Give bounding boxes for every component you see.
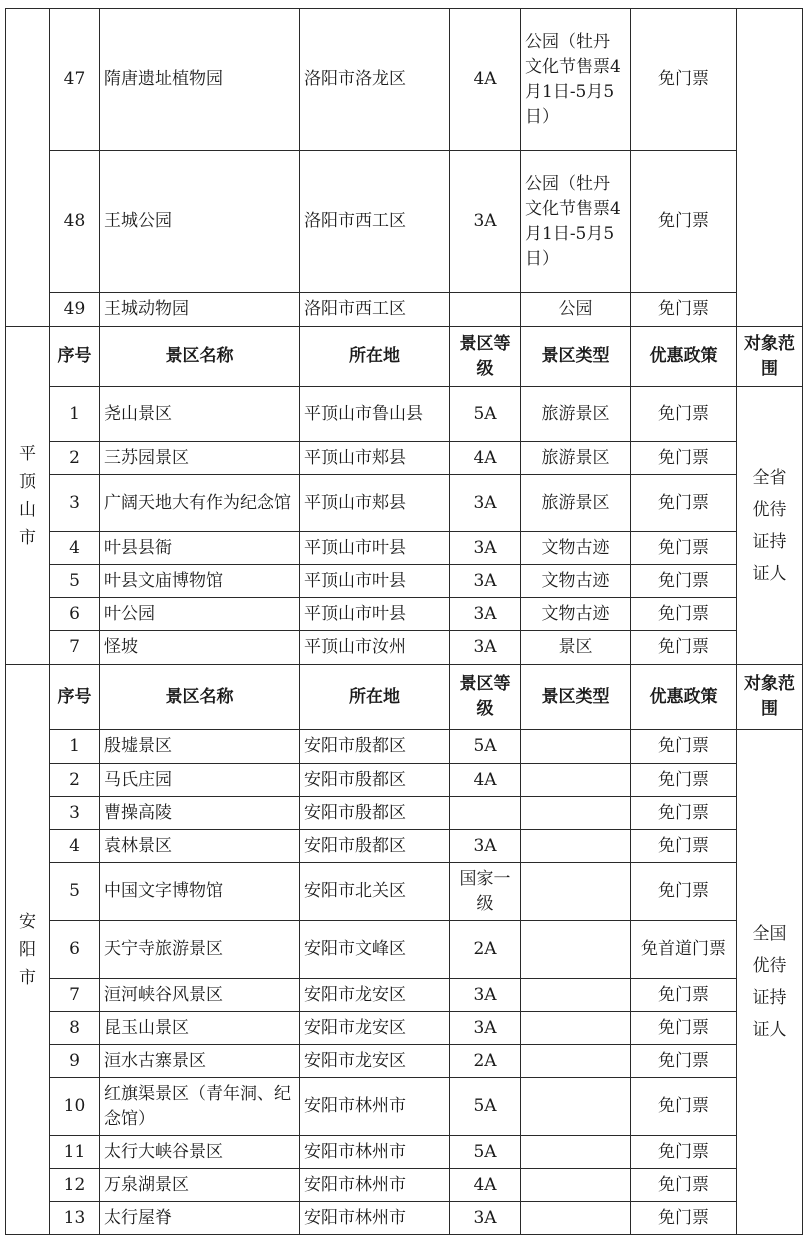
level: 3A [450, 1012, 521, 1045]
header-policy: 优惠政策 [631, 327, 737, 387]
location: 安阳市林州市 [300, 1136, 450, 1169]
city-cell-pingdingshan [6, 327, 50, 665]
policy: 免门票 [631, 151, 737, 293]
scenic-type: 文物古迹 [521, 598, 631, 631]
header-scope: 对象范围 [737, 665, 803, 730]
table-row [6, 442, 803, 475]
policy: 免门票 [631, 293, 737, 327]
row-number: 7 [50, 631, 100, 665]
row-number: 11 [50, 1136, 100, 1169]
scenic-name: 广阔天地大有作为纪念馆 [100, 475, 300, 532]
header-location: 所在地 [300, 665, 450, 730]
city-cell-anyang [6, 665, 50, 1235]
scenic-name: 怪坡 [100, 631, 300, 665]
scenic-type [521, 921, 631, 979]
row-number: 1 [50, 387, 100, 442]
scenic-type: 文物古迹 [521, 532, 631, 565]
policy: 免门票 [631, 863, 737, 921]
table-row [6, 532, 803, 565]
location: 洛阳市西工区 [300, 293, 450, 327]
scenic-name: 三苏园景区 [100, 442, 300, 475]
table-row [6, 1012, 803, 1045]
location: 洛阳市洛龙区 [300, 9, 450, 151]
table-row [6, 1136, 803, 1169]
row-number: 12 [50, 1169, 100, 1202]
row-number: 3 [50, 475, 100, 532]
location: 平顶山市汝州 [300, 631, 450, 665]
level: 5A [450, 1078, 521, 1136]
location: 安阳市龙安区 [300, 1045, 450, 1078]
policy: 免门票 [631, 1169, 737, 1202]
row-number: 5 [50, 863, 100, 921]
scenic-type [521, 730, 631, 764]
policy: 免门票 [631, 475, 737, 532]
scenic-name: 叶公园 [100, 598, 300, 631]
level: 4A [450, 9, 521, 151]
table-row [6, 475, 803, 532]
table-row [6, 1202, 803, 1235]
location: 平顶山市叶县 [300, 532, 450, 565]
row-number: 49 [50, 293, 100, 327]
scenic-name: 殷墟景区 [100, 730, 300, 764]
policy: 免首道门票 [631, 921, 737, 979]
level: 3A [450, 979, 521, 1012]
scenic-name: 天宁寺旅游景区 [100, 921, 300, 979]
scenic-type: 旅游景区 [521, 442, 631, 475]
level: 2A [450, 921, 521, 979]
location: 安阳市林州市 [300, 1078, 450, 1136]
row-number: 10 [50, 1078, 100, 1136]
scenic-name: 太行屋脊 [100, 1202, 300, 1235]
table-row [6, 830, 803, 863]
policy: 免门票 [631, 532, 737, 565]
table-row [6, 764, 803, 797]
header-scope: 对象范围 [737, 327, 803, 387]
scenic-name: 洹水古寨景区 [100, 1045, 300, 1078]
scenic-type [521, 1078, 631, 1136]
location: 安阳市林州市 [300, 1202, 450, 1235]
table-row [6, 151, 803, 293]
scenic-type: 公园 [521, 293, 631, 327]
table-row [6, 797, 803, 830]
location: 安阳市殷都区 [300, 830, 450, 863]
location: 安阳市龙安区 [300, 979, 450, 1012]
location: 安阳市殷都区 [300, 730, 450, 764]
level: 3A [450, 475, 521, 532]
level: 3A [450, 1202, 521, 1235]
level: 3A [450, 565, 521, 598]
scenic-type [521, 830, 631, 863]
level: 3A [450, 598, 521, 631]
scenic-name: 红旗渠景区（青年洞、纪念馆） [100, 1078, 300, 1136]
scenic-name: 昆玉山景区 [100, 1012, 300, 1045]
location: 安阳市北关区 [300, 863, 450, 921]
location: 平顶山市郏县 [300, 475, 450, 532]
level: 5A [450, 1136, 521, 1169]
scenic-type [521, 1136, 631, 1169]
scenic-type [521, 764, 631, 797]
header-no: 序号 [50, 665, 100, 730]
level: 4A [450, 1169, 521, 1202]
scenic-name: 尧山景区 [100, 387, 300, 442]
table-row [6, 631, 803, 665]
header-level: 景区等级 [450, 327, 521, 387]
scenic-type: 旅游景区 [521, 387, 631, 442]
table-row [6, 598, 803, 631]
row-number: 9 [50, 1045, 100, 1078]
location: 安阳市殷都区 [300, 764, 450, 797]
scenic-name: 曹操高陵 [100, 797, 300, 830]
level: 国家一级 [450, 863, 521, 921]
scope-cell-anyang [737, 730, 803, 1235]
scenic-type [521, 1012, 631, 1045]
table-row [6, 293, 803, 327]
row-number: 2 [50, 764, 100, 797]
policy: 免门票 [631, 764, 737, 797]
scope-text: 全省优待证持证人 [752, 467, 787, 584]
location: 洛阳市西工区 [300, 151, 450, 293]
scenic-name: 叶县县衙 [100, 532, 300, 565]
section-header-row [6, 665, 803, 730]
table-row [6, 9, 803, 151]
row-number: 1 [50, 730, 100, 764]
header-name: 景区名称 [100, 327, 300, 387]
scenic-name: 马氏庄园 [100, 764, 300, 797]
table-row [6, 1078, 803, 1136]
level: 3A [450, 151, 521, 293]
table-row [6, 387, 803, 442]
location: 平顶山市郏县 [300, 442, 450, 475]
scenic-type [521, 979, 631, 1012]
row-number: 47 [50, 9, 100, 151]
level: 3A [450, 631, 521, 665]
city-cell-blank [6, 9, 50, 327]
level: 4A [450, 442, 521, 475]
level [450, 797, 521, 830]
location: 安阳市殷都区 [300, 797, 450, 830]
policy: 免门票 [631, 1012, 737, 1045]
city-name: 平顶山市 [19, 443, 36, 548]
table-row [6, 921, 803, 979]
scenic-type [521, 1045, 631, 1078]
policy: 免门票 [631, 1045, 737, 1078]
header-location: 所在地 [300, 327, 450, 387]
city-name: 安阳市 [19, 911, 36, 988]
scenic-type: 文物古迹 [521, 565, 631, 598]
scenic-type: 旅游景区 [521, 475, 631, 532]
header-no: 序号 [50, 327, 100, 387]
scenic-name: 王城公园 [100, 151, 300, 293]
policy: 免门票 [631, 830, 737, 863]
location: 安阳市龙安区 [300, 1012, 450, 1045]
scenic-type: 公园（牡丹文化节售票4月1日-5月5日） [521, 151, 631, 293]
policy: 免门票 [631, 565, 737, 598]
table-row [6, 979, 803, 1012]
row-number: 2 [50, 442, 100, 475]
header-name: 景区名称 [100, 665, 300, 730]
table-row [6, 730, 803, 764]
row-number: 7 [50, 979, 100, 1012]
row-number: 3 [50, 797, 100, 830]
policy: 免门票 [631, 1136, 737, 1169]
policy: 免门票 [631, 442, 737, 475]
row-number: 4 [50, 532, 100, 565]
policy: 免门票 [631, 631, 737, 665]
location: 平顶山市叶县 [300, 598, 450, 631]
scenic-name: 叶县文庙博物馆 [100, 565, 300, 598]
location: 平顶山市叶县 [300, 565, 450, 598]
level: 5A [450, 387, 521, 442]
section-header-row [6, 327, 803, 387]
scenic-type: 景区 [521, 631, 631, 665]
header-policy: 优惠政策 [631, 665, 737, 730]
header-type: 景区类型 [521, 665, 631, 730]
scenic-name: 中国文字博物馆 [100, 863, 300, 921]
table-row [6, 863, 803, 921]
policy: 免门票 [631, 1078, 737, 1136]
scenic-spots-table [5, 8, 803, 1235]
level: 3A [450, 830, 521, 863]
row-number: 13 [50, 1202, 100, 1235]
scope-cell-blank [737, 9, 803, 327]
table-row [6, 1045, 803, 1078]
row-number: 8 [50, 1012, 100, 1045]
row-number: 48 [50, 151, 100, 293]
scenic-name: 万泉湖景区 [100, 1169, 300, 1202]
policy: 免门票 [631, 1202, 737, 1235]
scenic-name: 洹河峡谷风景区 [100, 979, 300, 1012]
header-type: 景区类型 [521, 327, 631, 387]
policy: 免门票 [631, 387, 737, 442]
policy: 免门票 [631, 9, 737, 151]
scenic-type [521, 1169, 631, 1202]
scenic-type [521, 863, 631, 921]
table-row [6, 1169, 803, 1202]
scenic-type: 公园（牡丹文化节售票4月1日-5月5日） [521, 9, 631, 151]
policy: 免门票 [631, 979, 737, 1012]
row-number: 4 [50, 830, 100, 863]
header-level: 景区等级 [450, 665, 521, 730]
table-row [6, 565, 803, 598]
scenic-name: 王城动物园 [100, 293, 300, 327]
level: 3A [450, 532, 521, 565]
policy: 免门票 [631, 730, 737, 764]
scenic-type [521, 797, 631, 830]
policy: 免门票 [631, 797, 737, 830]
level: 2A [450, 1045, 521, 1078]
scope-cell-pingdingshan [737, 387, 803, 665]
row-number: 5 [50, 565, 100, 598]
level [450, 293, 521, 327]
level: 5A [450, 730, 521, 764]
scenic-type [521, 1202, 631, 1235]
location: 平顶山市鲁山县 [300, 387, 450, 442]
scenic-name: 袁林景区 [100, 830, 300, 863]
row-number: 6 [50, 921, 100, 979]
row-number: 6 [50, 598, 100, 631]
scope-text: 全国优待证持证人 [752, 924, 787, 1040]
level: 4A [450, 764, 521, 797]
scenic-name: 隋唐遗址植物园 [100, 9, 300, 151]
scenic-name: 太行大峡谷景区 [100, 1136, 300, 1169]
location: 安阳市文峰区 [300, 921, 450, 979]
policy: 免门票 [631, 598, 737, 631]
location: 安阳市林州市 [300, 1169, 450, 1202]
